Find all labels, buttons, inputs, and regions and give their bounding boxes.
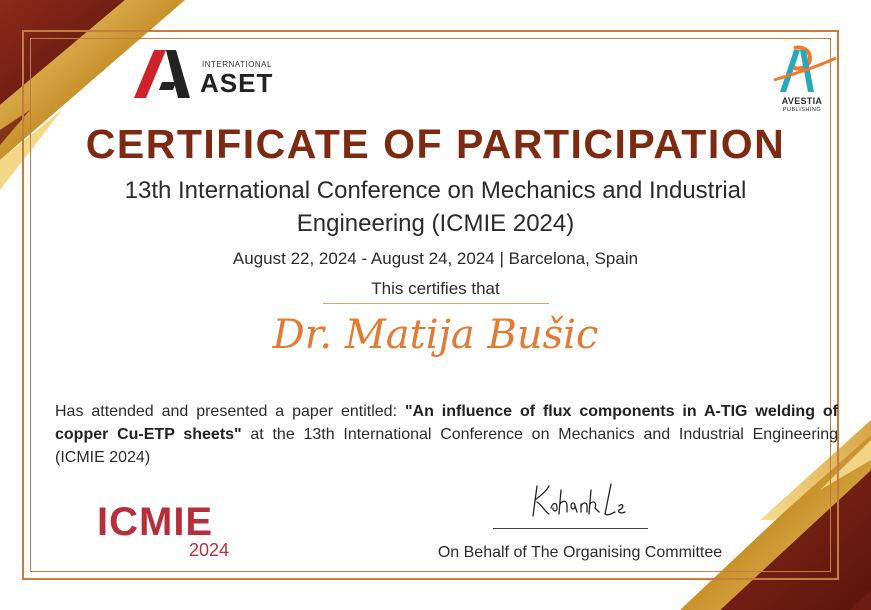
signature-image xyxy=(493,478,648,522)
body-outro: at the 13th International Conference on Mechanics and Industrial Engineering (ICMIE 2024) xyxy=(55,426,838,466)
aset-mark-icon xyxy=(132,48,192,100)
certifies-statement: This certifies that xyxy=(371,279,500,298)
icmie-logo-year: 2024 xyxy=(189,540,230,560)
avestia-logo xyxy=(764,44,840,116)
divider xyxy=(323,303,549,304)
signature-caption: On Behalf of The Organising Committee xyxy=(437,544,723,561)
certificate-title: CERTIFICATE OF PARTICIPATION xyxy=(85,121,786,167)
inner-frame xyxy=(30,38,831,572)
aset-logo-text: ASET xyxy=(200,68,274,98)
avestia-mark-icon xyxy=(764,44,840,96)
aset-logo-small-text: INTERNATIONAL xyxy=(202,60,272,69)
icmie-logo-text: ICMIE xyxy=(97,500,214,544)
paper-title: "An influence of flux components in A-TIG welding of copper Cu-ETP sheets" xyxy=(55,403,839,443)
avestia-logo-text: AVESTIA xyxy=(781,96,823,106)
signature-line xyxy=(493,528,648,529)
avestia-logo-subtext: PUBLISHING xyxy=(782,107,822,113)
recipient-name: Dr. Matija Bušic xyxy=(272,312,599,358)
icmie-logo xyxy=(97,500,232,565)
conference-name: 13th International Conference on Mechanics and Industrial Engineering (ICMIE 2024) xyxy=(124,177,747,237)
certificate-body xyxy=(55,400,838,469)
body-intro: Has attended and presented a paper entitled: xyxy=(55,403,405,420)
aset-logo xyxy=(132,48,282,100)
conference-dates-location: August 22, 2024 - August 24, 2024 | Barcelona, Spain xyxy=(232,249,639,268)
